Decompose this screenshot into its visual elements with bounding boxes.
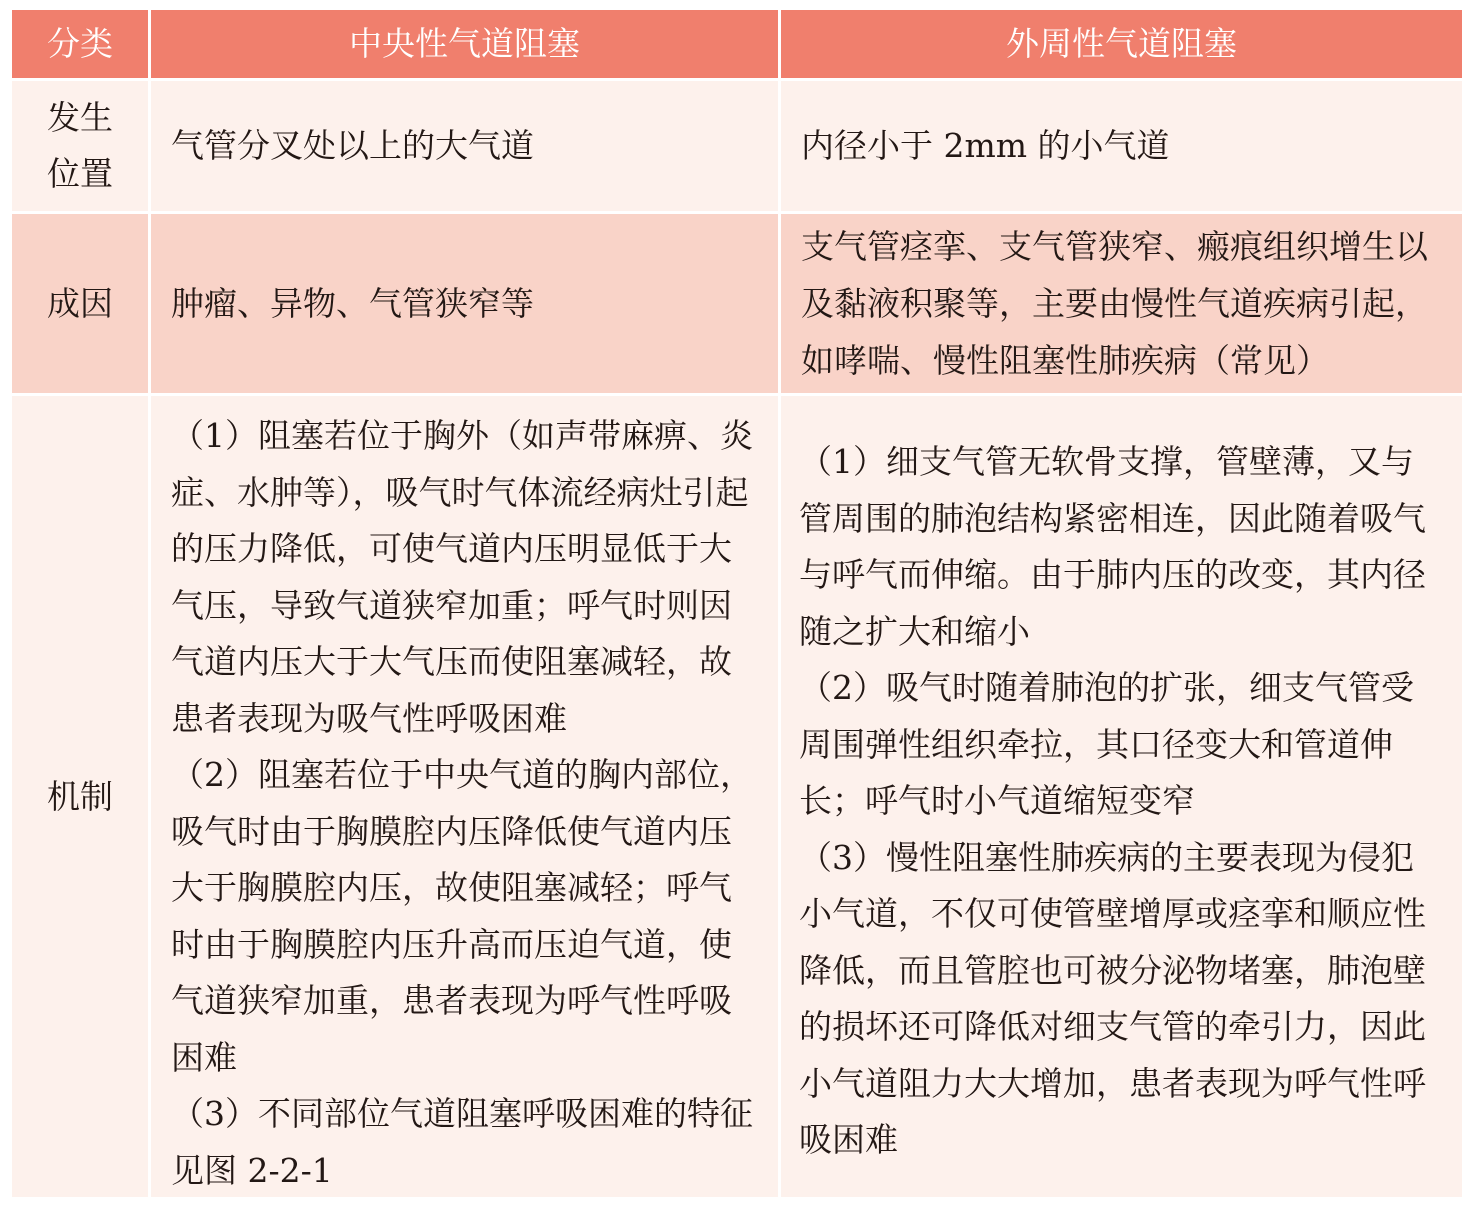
row-cause-category: 成因 — [12, 214, 148, 393]
row-location-peripheral: 内径小于 2mm 的小气道 — [781, 81, 1462, 211]
mechanism-central-point-1: （1）阻塞若位于胸外（如声带麻痹、炎症、水肿等），吸气时气体流经病灶引起的压力降低，可使气道内压明显低于大气压，导致气道狭窄加重；呼气时则因气道内压大于大气压而使阻塞减轻，故患者表现为吸气性呼吸困难 — [171, 416, 753, 738]
cause-peripheral-text: 支气管痉挛、支气管狭窄、瘢痕组织增生以及黏液积聚等，主要由慢性气道疾病引起，如哮喘、慢性阻塞性肺疾病（常见） — [801, 227, 1428, 380]
header-central-obstruction: 中央性气道阻塞 — [151, 10, 778, 78]
mechanism-peripheral-point-2: （2）吸气时随着肺泡的扩张，细支气管受周围弹性组织牵拉，其口径变大和管道伸长；呼气时小气道缩短变窄 — [799, 668, 1414, 820]
mechanism-central-point-3: （3）不同部位气道阻塞呼吸困难的特征见图 2-2-1 — [171, 1094, 753, 1190]
row-mechanism-peripheral — [781, 396, 1462, 1197]
row-location-central: 气管分叉处以上的大气道 — [151, 81, 778, 211]
row-cause-central: 肿瘤、异物、气管狭窄等 — [151, 214, 778, 393]
header-peripheral-obstruction: 外周性气道阻塞 — [781, 10, 1462, 78]
mechanism-peripheral-point-3: （3）慢性阻塞性肺疾病的主要表现为侵犯小气道，不仅可使管壁增厚或痉挛和顺应性降低，而且管腔也可被分泌物堵塞，肺泡壁的损坏还可降低对细支气管的牵引力，因此小气道阻力大大增加，患者表现为呼气性呼吸困难 — [799, 837, 1426, 1159]
row-location-category — [12, 81, 148, 211]
location-category-label: 发生位置 — [47, 98, 113, 193]
mechanism-peripheral-point-1: （1）细支气管无软骨支撑，管壁薄，又与管周围的肺泡结构紧密相连，因此随着吸气与呼气而伸缩。由于肺内压的改变，其内径随之扩大和缩小 — [799, 442, 1426, 651]
row-mechanism-category: 机制 — [12, 396, 148, 1197]
mechanism-central-point-2: （2）阻塞若位于中央气道的胸内部位，吸气时由于胸膜腔内压降低使气道内压大于胸膜腔内压，故使阻塞减轻；呼气时由于胸膜腔内压升高而压迫气道，使气道狭窄加重，患者表现为呼气性呼吸困难 — [171, 755, 753, 1077]
row-cause-peripheral — [781, 214, 1462, 393]
header-category: 分类 — [12, 10, 148, 78]
airway-obstruction-table — [12, 10, 1462, 1200]
row-mechanism-central — [151, 396, 778, 1197]
